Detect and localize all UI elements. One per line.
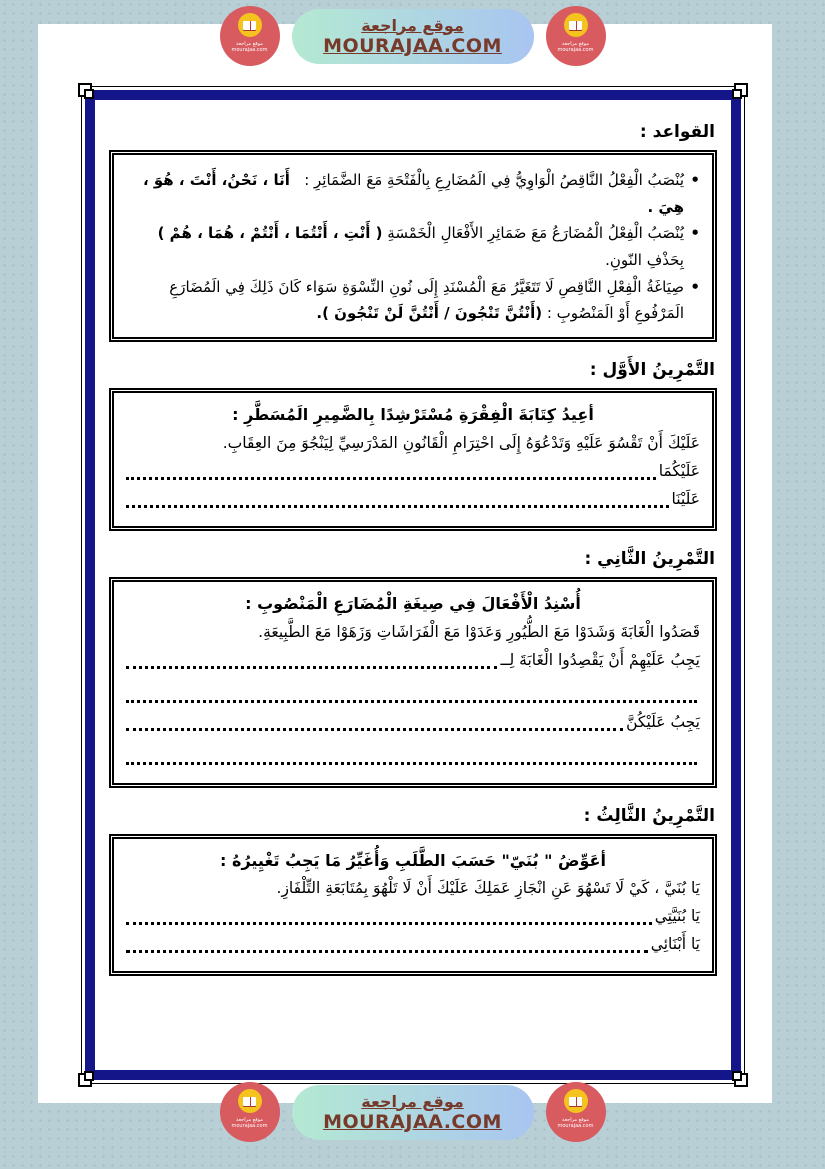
frame-corner-ornament: [84, 1071, 94, 1081]
open-book-icon: [243, 1097, 256, 1106]
rule-text: يُنْصَبُ الْفِعْلُ النَّاقِصُ الْوَاوِيُّ فِي الَمُضَارِعِ بِالْفَتْحَةِ مَعَ الضَّمَائِرِ :: [304, 171, 684, 189]
exercise-1-text: عَلَيْكَ أَنْ تَقْسُوَ عَلَيْهِ وَتَدْعُوَهُ إِلَى احْتِرَامِ الْقَانُونِ المَدْرَسِيِّ لِيَنْجُوَ مِنَ العِقَابِ.: [222, 433, 700, 452]
exercise-1-title: التَّمْرِينُ الأَوَّل :: [589, 360, 715, 381]
rule-text-bold: ( أَنْتِ ، أَنْتُمَا ، أَنْتُمْ ، هُمَا ، هُمْ ): [157, 224, 383, 243]
answer-line: [126, 681, 700, 709]
bullet-icon: •: [690, 171, 700, 189]
answer-line: [126, 743, 700, 771]
logo-text-en: mourajaa.com: [231, 47, 268, 53]
answer-dotted-line: [126, 743, 697, 765]
rule-text: يُنْصَبُ الْفِعْلُ الْمُضَارَعُ مَعَ ضَمَائِرِ الأَفْعَالِ الْخَمْسَةِ: [387, 224, 684, 243]
logo-text-ar: موقع مراجعة: [236, 41, 263, 47]
logo-text-en: mourajaa.com: [557, 1123, 594, 1129]
worksheet-content: [95, 100, 731, 1070]
exercise-3-title: التَّمْرِينُ الثَّالِثُ :: [583, 805, 715, 826]
answer-line: [126, 931, 700, 959]
brand-footer: [0, 1082, 825, 1142]
logo-yellow-badge: [238, 1089, 262, 1113]
answer-label: يَا أَبْنَائِي: [650, 935, 700, 954]
rule-item: [124, 220, 702, 273]
site-url-link[interactable]: MOURAJAA.COM: [323, 34, 502, 57]
bullet-icon: •: [690, 277, 700, 296]
logo-text-ar: موقع مراجعة: [562, 1117, 589, 1123]
rule-text-bold: (أَنْتُنَّ تَنْجُونَ / أَنْتُنَّ لَنْ تَنْجُونَ ).: [316, 304, 543, 323]
answer-dotted-line: [126, 458, 656, 480]
exercise-3-text: يَا بُنَيَّ ، كَيْ لَا تَسْهُوَ عَنِ انْجَازِ عَمَلِكَ عَلَيْكَ أَنْ لَا تَلْهُوَ بِمُتَابَعَةِ التِّلْفَازِ.: [276, 879, 700, 898]
open-book-icon: [569, 21, 582, 30]
answer-label: يَجِبُ عَلَيْهِمْ أَنْ يَقْصِدُوا الْغَابَةَ لِــ: [500, 650, 700, 669]
frame-corner-ornament: [732, 89, 742, 99]
logo-text-ar: موقع مراجعة: [562, 41, 589, 47]
logo-yellow-badge: [564, 1089, 588, 1113]
answer-dotted-line: [126, 903, 652, 925]
brand-pill: [292, 1085, 534, 1140]
answer-dotted-line: [126, 486, 669, 508]
site-title-arabic-link[interactable]: موقع مراجعة: [361, 1091, 464, 1111]
exercise-2-title: التَّمْرِينُ الثَّانِي :: [584, 548, 715, 569]
site-title-arabic-link[interactable]: موقع مراجعة: [361, 15, 464, 35]
answer-label: عَلَيْنَا: [671, 489, 700, 508]
answer-line: [126, 709, 700, 737]
site-logo: [220, 1082, 280, 1142]
open-book-icon: [243, 21, 256, 30]
site-logo: [546, 6, 606, 66]
logo-yellow-badge: [564, 13, 588, 37]
logo-yellow-badge: [238, 13, 262, 37]
rule-text: بِحَذْفِ النّونِ.: [605, 251, 684, 270]
exercise-3-box: [109, 834, 717, 977]
document-frame: [85, 90, 741, 1080]
answer-line: [126, 647, 700, 675]
site-logo: [220, 6, 280, 66]
exercise-3-prompt: أعَوِّضُ " بُنَيّ" حَسَبَ الطَّلَبِ وَأُغَيِّرُ مَا يَجِبُ تَغْيِيرُهُ :: [220, 850, 606, 870]
logo-text-ar: موقع مراجعة: [236, 1117, 263, 1123]
exercise-1-box: [109, 388, 717, 531]
exercise-2-text: قَصَدُوا الْغَابَةَ وَشَدَوْا مَعَ الطُّيُورِ وَعَدَوْا مَعَ الْفَرَاشَاتِ وَزَهَوْا مَعَ الطَّبِيعَةِ.: [258, 622, 700, 641]
exercise-1-prompt: أعِيدُ كِتَابَةَ الْفِقْرَةِ مُسْتَرْشِدًا بِالضَّمِيرِ الَمُسَطَّرِ :: [232, 405, 594, 425]
answer-line: [126, 458, 700, 486]
answer-label: يَجِبُ عَلَيْكُنَّ: [626, 712, 700, 731]
frame-corner-ornament: [84, 89, 94, 99]
exercise-2-prompt: أُسْنِدُ الْأَفْعَالَ فِي صِيغَةِ الْمُضَارَعِ الْمَنْصُوبِ :: [245, 593, 581, 613]
rule-text: صِيَاغَةُ الْفِعْلِ النَّاقِصِ لَا تَتَغَيَّرُ مَعَ الْمُسْنَدِ إِلَى نُونِ النِّسْوَةِ سَوَاء كَانَ ذَلِكَ فِي الَمُضَارَعِ الَمَرْفُوعِ أَوْ الَمَنْصُوبِ :: [169, 277, 684, 323]
rule-text-bold: أَنَا ، نَحْنُ، أَنْتَ ، هُوَ ، هِيَ .: [142, 171, 684, 216]
site-url-link[interactable]: MOURAJAA.COM: [323, 1110, 502, 1133]
brand-header: [0, 6, 825, 66]
answer-dotted-line: [126, 647, 497, 669]
open-book-icon: [569, 1097, 582, 1106]
answer-dotted-line: [126, 931, 648, 953]
answer-label: عَلَيْكُمَا: [658, 461, 700, 480]
answer-dotted-line: [126, 709, 623, 731]
logo-text-en: mourajaa.com: [557, 47, 594, 53]
brand-pill: [292, 9, 534, 64]
frame-corner-ornament: [732, 1071, 742, 1081]
logo-text-en: mourajaa.com: [231, 1123, 268, 1129]
site-logo: [546, 1082, 606, 1142]
rules-box: [109, 150, 717, 342]
bullet-icon: •: [690, 224, 700, 243]
answer-label: يَا بُنَيَّتِي: [654, 907, 700, 926]
exercise-2-box: [109, 577, 717, 788]
answer-line: [126, 486, 700, 514]
rules-heading: القواعد :: [639, 122, 715, 142]
rule-item: [124, 167, 702, 220]
answer-dotted-line: [126, 681, 697, 703]
answer-line: [126, 903, 700, 931]
rule-item: [124, 274, 702, 327]
